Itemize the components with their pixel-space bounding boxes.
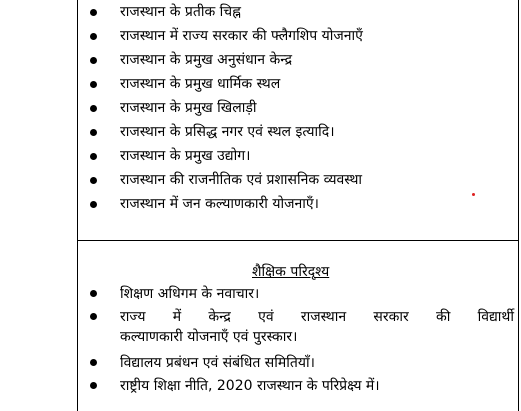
list-item: राजस्थान की राजनीतिक एवं प्रशासनिक व्यवस्था [82,169,502,193]
bullet-icon [90,33,97,40]
bullet-icon [90,313,97,320]
section-heading: शैक्षिक परिदृश्य [252,264,330,280]
list-item: शिक्षण अधिगम के नवाचार। [82,284,514,307]
bullet-icon [90,290,97,297]
list-item: राष्ट्रीय शिक्षा नीति, 2020 राजस्थान के परिप्रेक्ष्य में। [82,376,514,399]
bullet-icon [90,382,97,389]
left-border-line [77,0,78,411]
bullet-icon [90,129,97,136]
list-item: विद्यालय प्रबंधन एवं संबंधित समितियाँ। [82,353,514,376]
justified-line: राज्य में केन्द्र एवं राजस्थान सरकार की विद्यार्थी [120,309,514,325]
section-divider-line [77,240,519,241]
list-item [82,307,514,353]
list-item: राजस्थान के प्रमुख धार्मिक स्थल [82,73,502,97]
bullet-icon [90,81,97,88]
list-item: राजस्थान के प्रतीक चिह्न [82,1,502,25]
bullet-icon [90,57,97,64]
educational-scenario-list [82,284,514,399]
rajasthan-topics-list [82,1,502,217]
list-item: राजस्थान के प्रसिद्ध नगर एवं स्थल इत्यादि। [82,121,502,145]
list-item: राजस्थान के प्रमुख उद्योग। [82,145,502,169]
bullet-icon [90,105,97,112]
list-item: राजस्थान के प्रमुख अनुसंधान केन्द्र [82,49,502,73]
list-item: राजस्थान में राज्य सरकार की फ्लैगशिप योजनाएँ [82,25,502,49]
bullet-icon [90,359,97,366]
bullet-icon [90,9,97,16]
bullet-icon [90,201,97,208]
right-border-line [518,0,519,411]
bullet-icon [90,153,97,160]
list-item: राजस्थान के प्रमुख खिलाड़ी [82,97,502,121]
continued-line: कल्याणकारी योजनाएँ एवं पुरस्कार। [120,329,298,345]
list-item: राजस्थान में जन कल्याणकारी योजनाएँ। [82,193,502,217]
bullet-icon [90,177,97,184]
